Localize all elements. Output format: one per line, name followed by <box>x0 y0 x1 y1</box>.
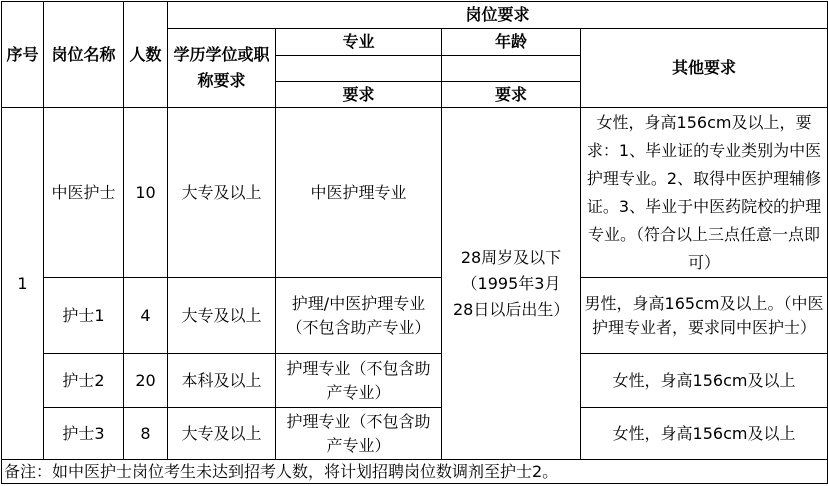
row-education: 大专及以上 <box>168 278 276 354</box>
header-seq: 序号 <box>2 2 44 108</box>
header-count: 人数 <box>124 2 168 108</box>
header-age: 年龄 <box>442 29 581 56</box>
header-other: 其他要求 <box>581 29 828 108</box>
row-other: 女性，身高156cm及以上，要求：1、毕业证的专业类别为中医护理专业。2、取得中医护理辅修证。3、毕业于中医药院校的护理专业。（符合以上三点任意一点即可） <box>581 108 828 278</box>
row-count: 20 <box>124 354 168 408</box>
row-major: 护理专业（不包含助产专业） <box>276 354 442 408</box>
seq-cell: 1 <box>2 108 44 460</box>
age-cell: 28周岁及以下（1995年3月28日以后出生） <box>442 108 581 460</box>
footnote: 备注：如中医护士岗位考生未达到招考人数，将计划招聘岗位数调剂至护士2。 <box>2 460 828 484</box>
recruitment-table <box>1 1 828 484</box>
row-education: 大专及以上 <box>168 108 276 278</box>
row-name: 护士3 <box>44 408 124 460</box>
row-name: 中医护士 <box>44 108 124 278</box>
row-education: 本科及以上 <box>168 354 276 408</box>
row-name: 护士2 <box>44 354 124 408</box>
header-education: 学历学位或职称要求 <box>168 29 276 108</box>
row-other: 男性，身高165cm及以上。（中医护理专业者，要求同中医护士） <box>581 278 828 354</box>
row-count: 4 <box>124 278 168 354</box>
header-age-blank <box>442 56 581 82</box>
row-other: 女性，身高156cm及以上 <box>581 408 828 460</box>
row-major: 护理专业（不包含助产专业） <box>276 408 442 460</box>
header-requirements: 岗位要求 <box>168 2 828 29</box>
row-major: 护理/中医护理专业（不包含助产专业） <box>276 278 442 354</box>
header-major-blank <box>276 56 442 82</box>
header-major: 专业 <box>276 29 442 56</box>
row-count: 8 <box>124 408 168 460</box>
row-major: 中医护理专业 <box>276 108 442 278</box>
row-education: 大专及以上 <box>168 408 276 460</box>
header-position-name: 岗位名称 <box>44 2 124 108</box>
row-other: 女性，身高156cm及以上 <box>581 354 828 408</box>
header-age-req: 要求 <box>442 82 581 108</box>
row-name: 护士1 <box>44 278 124 354</box>
header-major-req: 要求 <box>276 82 442 108</box>
row-count: 10 <box>124 108 168 278</box>
